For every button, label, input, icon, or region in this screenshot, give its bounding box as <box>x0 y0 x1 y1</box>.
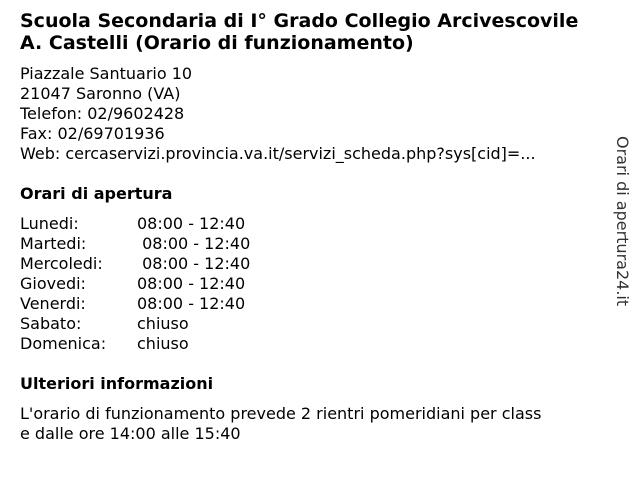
address-web: Web: cercaservizi.provincia.va.it/servizi_scheda.php?sys[cid]=... <box>20 144 536 163</box>
hours-day: Martedi: <box>20 234 87 253</box>
additional-info-line-1: L'orario di funzionamento prevede 2 rientri pomeridiani per class <box>20 404 542 423</box>
site-watermark-text: Orari di apertura24.it <box>613 136 632 307</box>
additional-info-line-2: e dalle ore 14:00 alle 15:40 <box>20 424 241 443</box>
hours-row-friday <box>20 294 250 314</box>
additional-info-text <box>20 404 600 444</box>
hours-time: chiuso <box>137 334 189 353</box>
hours-day: Lunedi: <box>20 214 79 233</box>
page-title <box>20 10 620 54</box>
address-city: 21047 Saronno (VA) <box>20 84 181 103</box>
address-phone: Telefon: 02/9602428 <box>20 104 185 123</box>
hours-day: Domenica: <box>20 334 107 353</box>
opening-hours-list <box>20 214 250 354</box>
hours-time: 08:00 - 12:40 <box>137 294 246 313</box>
address-street: Piazzale Santuario 10 <box>20 64 193 83</box>
hours-day: Sabato: <box>20 314 82 333</box>
hours-day: Mercoledi: <box>20 254 103 273</box>
page-title-line-2: A. Castelli (Orario di funzionamento) <box>20 32 414 54</box>
additional-info-heading: Ulteriori informazioni <box>20 374 214 393</box>
hours-time: 08:00 - 12:40 <box>137 214 246 233</box>
opening-hours-heading: Orari di apertura <box>20 184 173 203</box>
hours-day: Venerdi: <box>20 294 86 313</box>
hours-row-sunday <box>20 334 250 354</box>
hours-day: Giovedi: <box>20 274 86 293</box>
hours-time: 08:00 - 12:40 <box>137 274 246 293</box>
hours-time: 08:00 - 12:40 <box>137 234 251 253</box>
address-fax: Fax: 02/69701936 <box>20 124 165 143</box>
address-block <box>20 64 536 164</box>
hours-row-monday <box>20 214 250 234</box>
site-watermark <box>612 136 634 308</box>
page-title-line-1: Scuola Secondaria di I° Grado Collegio Arcivescovile <box>20 10 579 32</box>
hours-time: chiuso <box>137 314 189 333</box>
hours-time: 08:00 - 12:40 <box>137 254 251 273</box>
hours-row-thursday <box>20 274 250 294</box>
hours-row-wednesday <box>20 254 250 274</box>
hours-row-saturday <box>20 314 250 334</box>
hours-row-tuesday <box>20 234 250 254</box>
